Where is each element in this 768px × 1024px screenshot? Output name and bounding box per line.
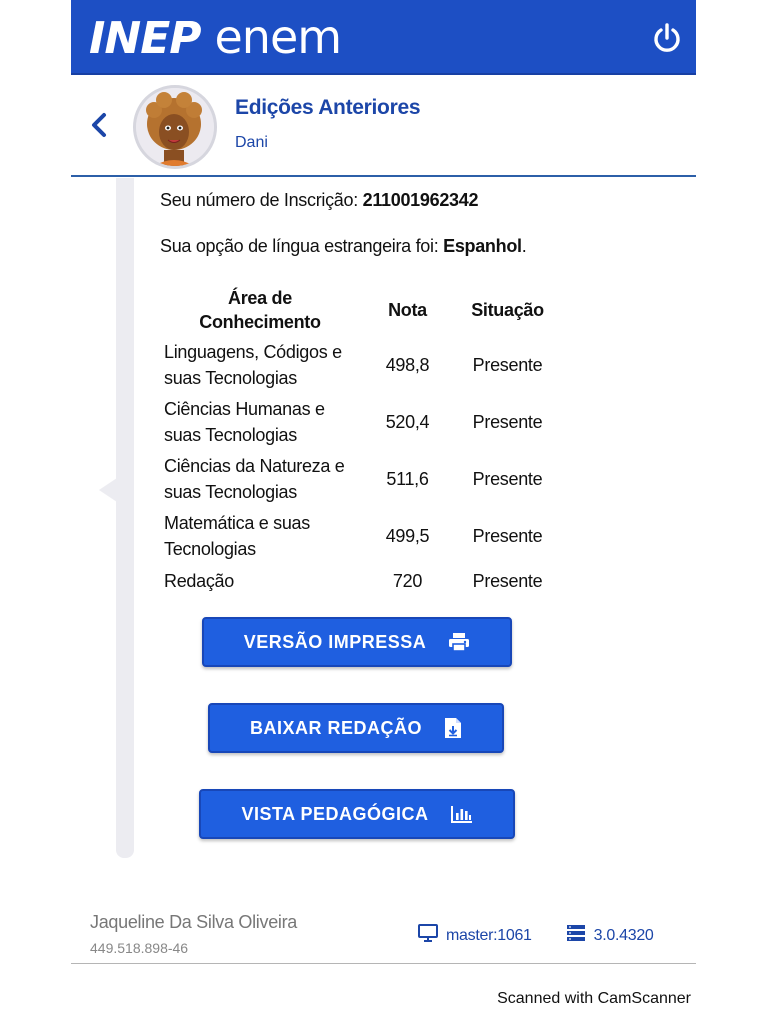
header-nota: Nota <box>388 299 427 320</box>
version-label: 3.0.4320 <box>593 926 654 944</box>
version-info <box>566 924 654 947</box>
chevron-left-icon[interactable] <box>87 110 111 140</box>
brand-inep: INEP <box>89 13 201 64</box>
download-essay-label: BAIXAR REDAÇÃO <box>249 717 422 738</box>
table-row <box>160 507 560 564</box>
language-suffix: . <box>521 236 527 256</box>
footer-user-name: Jaqueline Da Silva Oliveira <box>90 912 298 932</box>
print-version-label: VERSÃO IMPRESSA <box>243 631 427 652</box>
nota-cell: 520,4 <box>385 411 430 432</box>
header-situacao: Situação <box>471 299 544 320</box>
situacao-cell: Presente <box>472 468 543 489</box>
profile-bar <box>71 76 696 177</box>
footer-user-cpf: 449.518.898-46 <box>90 940 189 956</box>
footer-info <box>418 924 654 947</box>
situacao-cell: Presente <box>472 571 543 591</box>
bar-chart-icon <box>451 805 473 823</box>
nota-cell: 498,8 <box>385 354 430 375</box>
table-row <box>160 336 560 393</box>
monitor-icon <box>418 924 438 947</box>
server-label: master:1061 <box>446 926 532 944</box>
print-version-button[interactable] <box>202 617 512 667</box>
server-info <box>418 924 532 947</box>
nota-cell: 499,5 <box>385 525 430 546</box>
brand-logo <box>89 10 341 64</box>
pedagogical-view-label: VISTA PEDAGÓGICA <box>241 803 429 824</box>
page-title: Edições Anteriores <box>235 96 421 119</box>
area-cell: Redação <box>164 571 234 591</box>
brand-enem: enem <box>214 10 342 64</box>
area-cell: Matemática e suas Tecnologias <box>164 512 310 559</box>
header-area: Área de Conhecimento <box>199 288 321 332</box>
footer-divider <box>71 963 696 964</box>
avatar <box>133 85 217 169</box>
table-header-row <box>160 284 560 336</box>
card-notch <box>99 478 117 502</box>
registration-number: 211001962342 <box>362 190 479 210</box>
server-stack-icon <box>566 924 586 947</box>
card-rail <box>116 178 134 858</box>
language-value: Espanhol <box>443 236 522 256</box>
nota-cell: 720 <box>392 571 423 591</box>
registration-line <box>160 190 478 211</box>
nota-cell: 511,6 <box>386 468 429 489</box>
table-row <box>160 564 560 598</box>
situacao-cell: Presente <box>472 525 543 546</box>
area-cell: Ciências da Natureza e suas Tecnologias <box>164 455 345 502</box>
language-label: Sua opção de língua estrangeira foi: <box>160 236 444 256</box>
printer-icon <box>448 632 470 652</box>
user-nickname: Dani <box>235 134 268 151</box>
grades-table <box>160 284 560 598</box>
language-line <box>160 236 526 257</box>
area-cell: Ciências Humanas e suas Tecnologias <box>164 398 325 445</box>
power-icon[interactable] <box>650 21 684 55</box>
situacao-cell: Presente <box>472 411 543 432</box>
app-header <box>71 0 696 75</box>
table-row <box>160 450 560 507</box>
file-download-icon <box>444 717 462 739</box>
situacao-cell: Presente <box>472 354 543 375</box>
area-cell: Linguagens, Códigos e suas Tecnologias <box>164 341 342 388</box>
table-row <box>160 393 560 450</box>
pedagogical-view-button[interactable] <box>199 789 515 839</box>
download-essay-button[interactable] <box>208 703 504 753</box>
registration-label: Seu número de Inscrição: <box>160 190 363 210</box>
scanner-watermark: Scanned with CamScanner <box>497 990 691 1007</box>
